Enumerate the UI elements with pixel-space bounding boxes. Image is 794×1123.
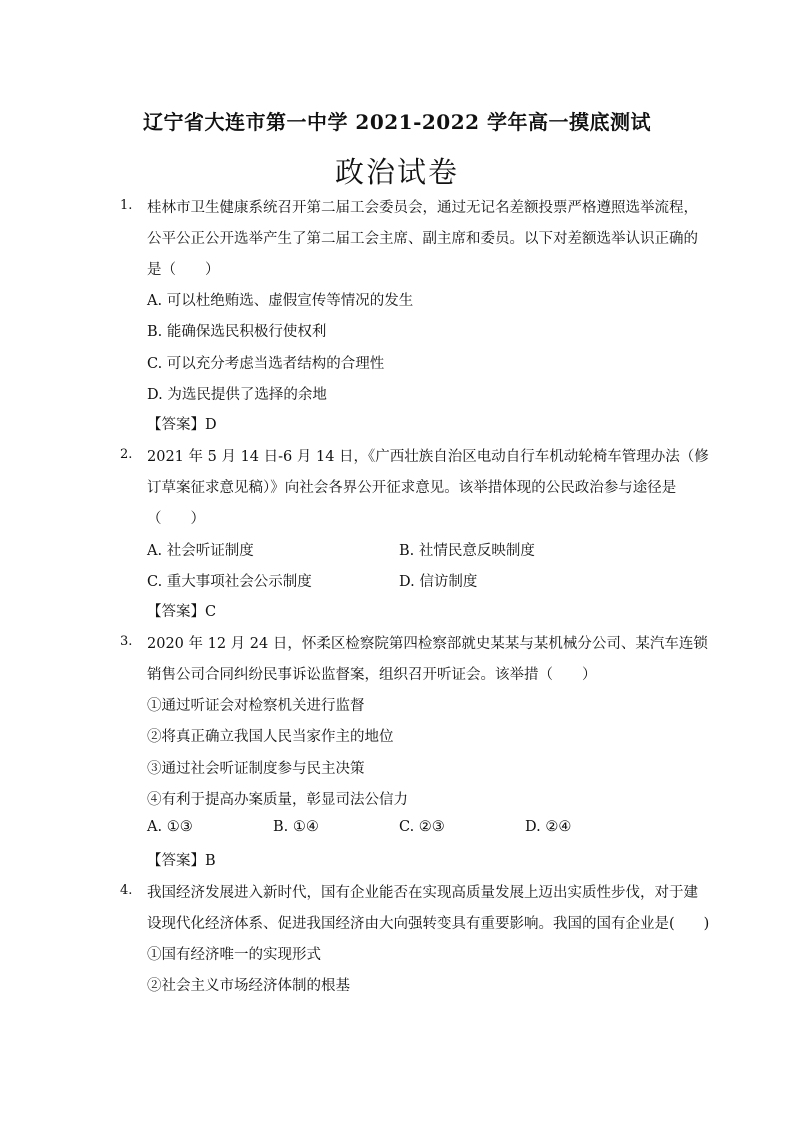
statement-1: ①国有经济唯一的实现形式 xyxy=(147,947,321,963)
question-number: 1. xyxy=(120,198,133,213)
question-text-line: 我国经济发展进入新时代，国有企业能否在实现高质量发展上迈出实质性步伐，对于建 xyxy=(147,885,698,901)
statement-4: ④有利于提高办案质量，彰显司法公信力 xyxy=(147,792,408,808)
statement-1: ①通过听证会对检察机关进行监督 xyxy=(147,698,365,714)
option-c: C. ②③ xyxy=(399,819,445,835)
question-number: 3. xyxy=(120,634,133,649)
question-text-line: 公平公正公开选举产生了第二届工会主席、副主席和委员。以下对差额选举认识正确的 xyxy=(147,231,698,247)
question-text-line: 2020 年 12 月 24 日，怀柔区检察院第四检察部就史某某与某机械分公司、某汽车连锁 xyxy=(147,636,708,652)
statement-3: ③通过社会听证制度参与民主决策 xyxy=(147,761,365,777)
option-a: A. 可以杜绝贿选、虚假宣传等情况的发生 xyxy=(147,293,414,309)
answer-label: 【答案】D xyxy=(147,417,217,433)
option-d: D. ②④ xyxy=(525,819,572,835)
statement-2: ②社会主义市场经济体制的根基 xyxy=(147,978,350,994)
option-d: D. 信访制度 xyxy=(399,574,478,590)
option-b: B. ①④ xyxy=(273,819,319,835)
option-c: C. 可以充分考虑当选者结构的合理性 xyxy=(147,356,385,372)
question-number: 4. xyxy=(120,883,133,898)
option-b: B. 能确保选民积极行使权利 xyxy=(147,324,327,340)
subject-title: 政治试卷 xyxy=(334,155,459,189)
option-c: C. 重大事项社会公示制度 xyxy=(147,574,312,590)
option-d: D. 为选民提供了选择的余地 xyxy=(147,387,327,403)
question-text-line: 桂林市卫生健康系统召开第二届工会委员会，通过无记名差额投票严格遵照选举流程， xyxy=(147,200,698,216)
answer-label: 【答案】B xyxy=(147,853,216,869)
answer-label: 【答案】C xyxy=(147,604,217,620)
question-text-line: 2021 年 5 月 14 日-6 月 14 日，《广西壮族自治区电动自行车机动轮椅车管理办法（修 xyxy=(147,449,709,465)
question-number: 2. xyxy=(120,447,133,462)
option-b: B. 社情民意反映制度 xyxy=(399,543,535,559)
question-text-line: 销售公司合同纠纷民事诉讼监督案，组织召开听证会。该举措（ ） xyxy=(147,667,597,683)
question-text-line: （ ） xyxy=(147,511,205,527)
exam-title: 辽宁省大连市第一中学 2021-2022 学年高一摸底测试 xyxy=(142,110,652,134)
question-text-line: 设现代化经济体系、促进我国经济由大向强转变具有重要影响。我国的国有企业是( ) xyxy=(147,916,710,932)
question-text-line: 订草案征求意见稿）》向社会各界公开征求意见。该举措体现的公民政治参与途径是 xyxy=(147,480,677,496)
statement-2: ②将真正确立我国人民当家作主的地位 xyxy=(147,729,394,745)
question-text-line: 是（ ） xyxy=(147,262,220,278)
option-a: A. 社会听证制度 xyxy=(147,543,254,559)
option-a: A. ①③ xyxy=(147,819,193,835)
